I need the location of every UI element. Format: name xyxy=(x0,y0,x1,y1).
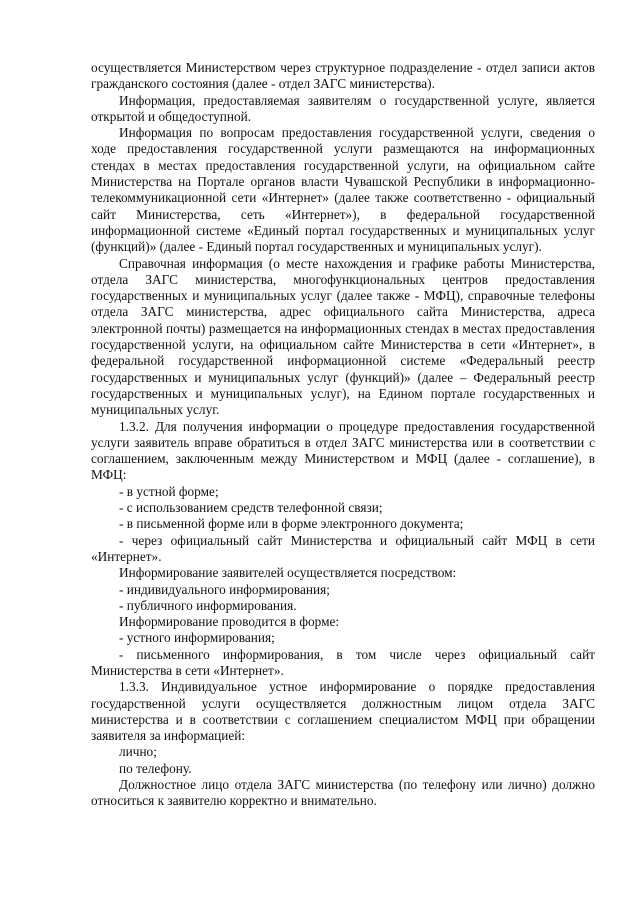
list-item: - в письменной форме или в форме электронного документа; xyxy=(119,516,464,532)
paragraph-section-1-3-3: 1.3.3. Индивидуальное устное информирование о порядке предоставления государственной услуги осуществляется должностным лицом отдела ЗАГС министерства и в соответствии с соглашением специалистом МФЦ при обращении заявителя за информацией: xyxy=(91,679,595,744)
list-item: - публичного информирования. xyxy=(119,597,297,613)
paragraph-information-open: Информация, предоставляемая заявителям о государственной услуге, является открытой и общедоступной. xyxy=(91,92,595,124)
list-item: лично; xyxy=(119,744,157,760)
list-item: по телефону. xyxy=(119,760,192,776)
paragraph-intro-continuation: осуществляется Министерством через структурное подразделение - отдел записи актов гражданского состояния (далее - отдел ЗАГС министерства). xyxy=(91,60,595,92)
list-item: - через официальный сайт Министерства и официальный сайт МФЦ в сети «Интернет». xyxy=(91,532,595,564)
list-item: - с использованием средств телефонной связи; xyxy=(119,500,383,516)
paragraph-informing-means: Информирование заявителей осуществляется посредством: xyxy=(119,565,457,581)
paragraph-section-1-3-2: 1.3.2. Для получения информации о процедуре предоставления государственной услуги заявитель вправе обратиться в отдел ЗАГС министерства или в соответствии с соглашением, заключенным между Министерством и МФЦ (далее - соглашение), в МФЦ: xyxy=(91,418,595,483)
list-item: - в устной форме; xyxy=(119,483,219,499)
paragraph-information-placement: Информация по вопросам предоставления государственной услуги, сведения о ходе предоставления государственной услуги размещаются на информационных стендах в местах предоставления государственной услуги, на официальном сайте Министерства на Портале органов власти Чувашской Республики в информационно-телекоммуникационной сети «Интернет» (далее также соответственно - официальный сайт Министерства, сеть «Интернет»), в федеральной государственной информационной системе «Единый портал государственных и муниципальных услуг (функций)» (далее - Единый портал государственных и муниципальных услуг). xyxy=(91,125,595,255)
document-page xyxy=(91,60,595,810)
list-item: - устного информирования; xyxy=(119,630,275,646)
list-item: - индивидуального информирования; xyxy=(119,581,330,597)
paragraph-informing-forms: Информирование проводится в форме: xyxy=(119,614,340,630)
paragraph-official-conduct: Должностное лицо отдела ЗАГС министерства (по телефону или лично) должно относиться к заявителю корректно и внимательно. xyxy=(91,777,595,809)
list-item: - письменного информирования, в том числе через официальный сайт Министерства в сети «Интернет». xyxy=(91,646,595,678)
paragraph-reference-information: Справочная информация (о месте нахождения и графике работы Министерства, отдела ЗАГС министерства, многофункциональных центров предоставления государственных и муниципальных услуг (далее также - МФЦ), справочные телефоны отдела ЗАГС министерства, адрес официального сайта Министерства, адреса электронной почты) размещается на информационных стендах в местах предоставления государственной услуги, на официальном сайте Министерства в сети «Интернет», в федеральной государственной информационной системе «Федеральный реестр государственных и муниципальных услуг (функций)» (далее – Федеральный реестр государственных и муниципальных услуг), на Едином портале государственных и муниципальных услуг. xyxy=(91,255,595,418)
